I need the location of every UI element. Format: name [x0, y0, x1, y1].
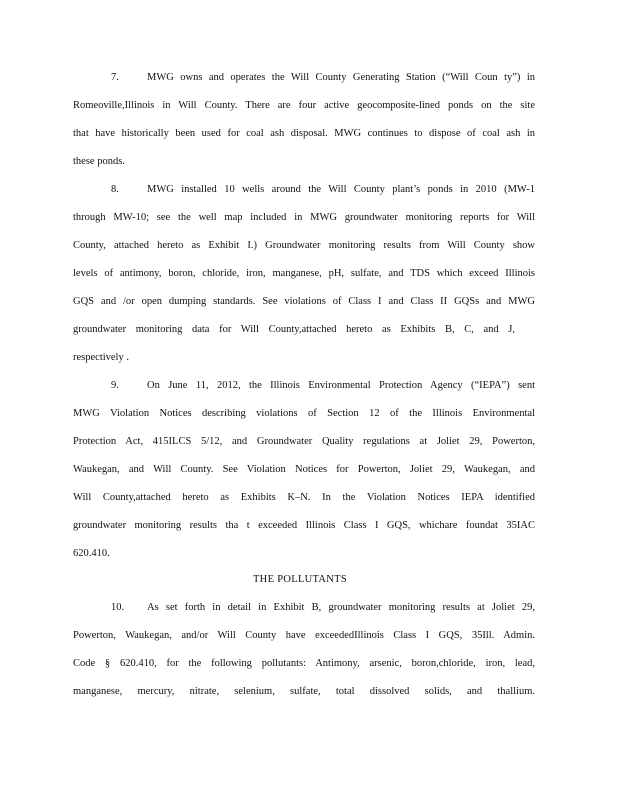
paragraph-7 [73, 64, 535, 176]
paragraph-line: County, attached hereto as Exhibit I.) Groundwater monitoring results from Will County show [73, 240, 535, 251]
paragraph-line: groundwater monitoring data for Will County,attached hereto as Exhibits B, C, and J, [73, 324, 515, 335]
paragraph-10 [73, 594, 535, 706]
paragraph-9 [73, 372, 535, 568]
paragraph-line: Code § 620.410, for the following pollutants: Antimony, arsenic, boron,chloride, iron, lead, [73, 658, 535, 669]
paragraph-line: MWG Violation Notices describing violations of Section 12 of the Illinois Environmental [73, 408, 535, 419]
paragraph-line: levels of antimony, boron, chloride, iron, manganese, pH, sulfate, and TDS which exceed Illinois [73, 268, 535, 279]
paragraph-line: Romeoville,Illinois in Will County. There are four active geocomposite-lined ponds on the site [73, 100, 535, 111]
paragraph-number: 8. [111, 184, 119, 195]
paragraph-line: that have historically been used for coal ash disposal. MWG continues to dispose of coal ash in [73, 128, 535, 139]
paragraph-line: GQS and /or open dumping standards. See violations of Class I and Class II GQSs and MWG [73, 296, 535, 307]
paragraph-line: 9. On June 11, 2012, the Illinois Environmental Protection Agency (“IEPA”) sent [73, 372, 535, 400]
paragraph-number: 7. [111, 72, 119, 83]
paragraph-line: Waukegan, and Will County. See Violation Notices for Powerton, Joliet 29, Waukegan, and [73, 464, 535, 475]
section-heading: THE POLLUTANTS [252, 574, 348, 585]
paragraph-line: 620.410. [73, 548, 110, 559]
paragraph-line: Powerton, Waukegan, and/or Will County have exceededIllinois Class I GQS, 35Ill. Admin. [73, 630, 535, 641]
paragraph-line: these ponds. [73, 156, 125, 167]
paragraph-line: 7. MWG owns and operates the Will County Generating Station (“Will Coun ty”) in [73, 64, 535, 92]
paragraph-line: Protection Act, 415ILCS 5/12, and Groundwater Quality regulations at Joliet 29, Powerton, [73, 436, 535, 447]
paragraph-number: 9. [111, 380, 119, 391]
paragraph-line: respectively . [73, 352, 129, 363]
paragraph-number: 10. [111, 602, 125, 613]
paragraph-line: 10. As set forth in detail in Exhibit B, groundwater monitoring results at Joliet 29, [73, 594, 535, 622]
paragraph-line: groundwater monitoring results tha t exceeded Illinois Class I GQS, whichare foundat 35IAC [73, 520, 535, 531]
paragraph-line: manganese, mercury, nitrate, selenium, sulfate, total dissolved solids, and thallium. [73, 686, 535, 697]
paragraph-line: through MW-10; see the well map included in MWG groundwater monitoring reports for Will [73, 212, 535, 223]
paragraph-line: 8. MWG installed 10 wells around the Will County plant’s ponds in 2010 (MW-1 [73, 176, 535, 204]
paragraph-line: Will County,attached hereto as Exhibits K–N. In the Violation Notices IEPA identified [73, 492, 535, 503]
paragraph-8 [73, 176, 535, 372]
